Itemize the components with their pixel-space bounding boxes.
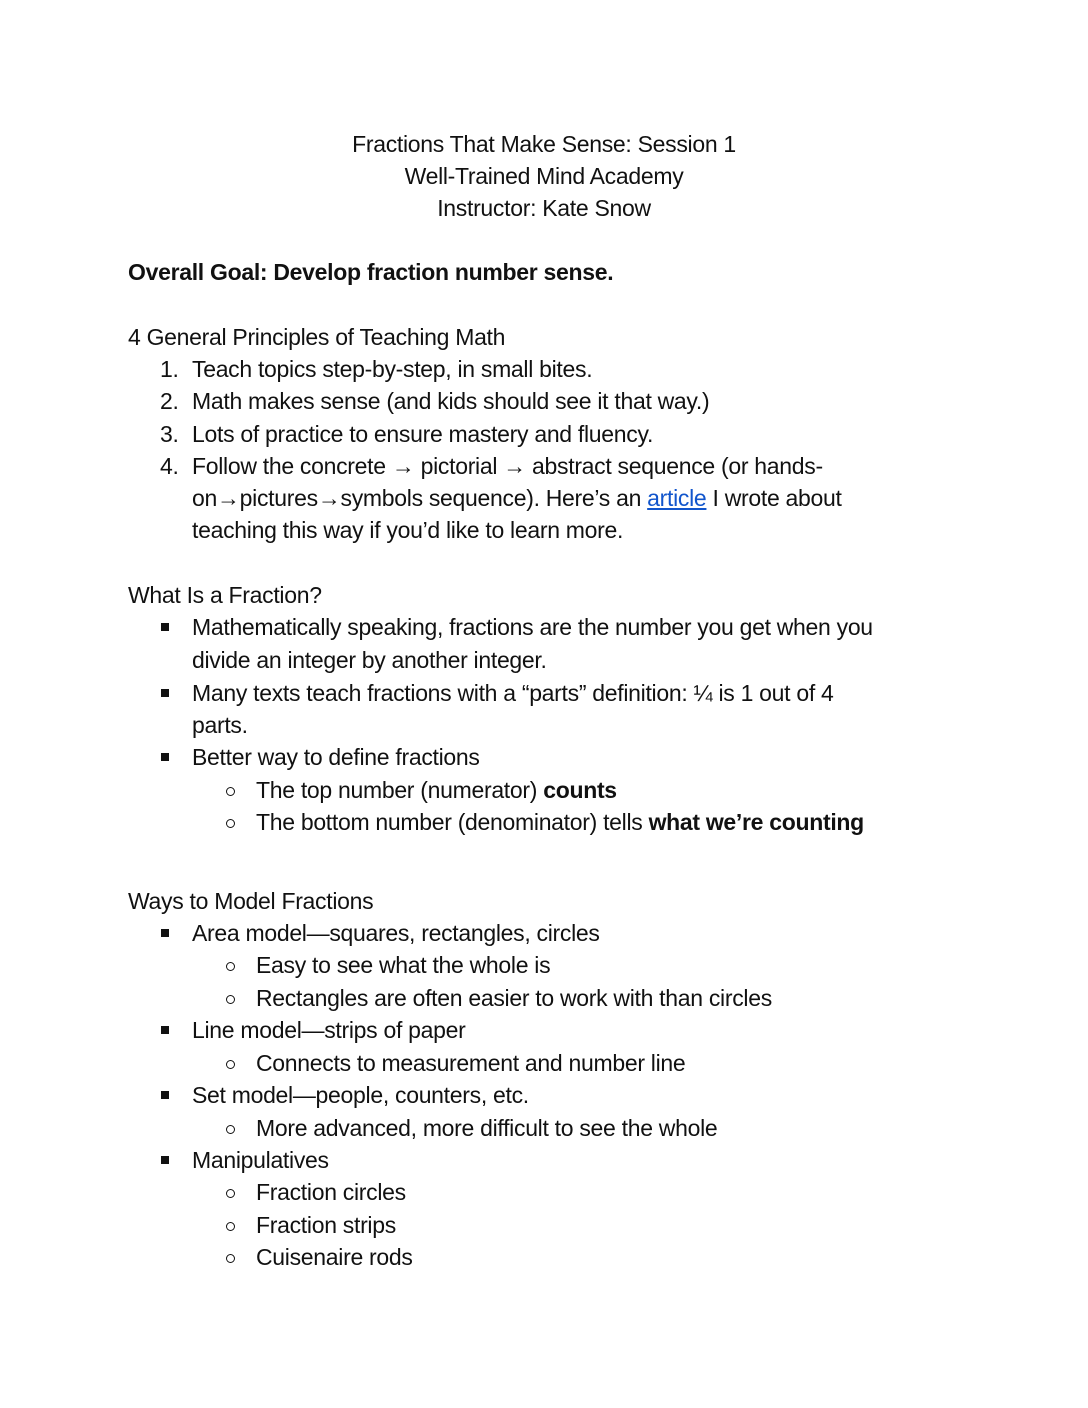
model-area-sub-1: Easy to see what the whole is [256,952,551,978]
principle-text: Teach topics step-by-step, in small bites. [192,356,593,382]
fraction-sub-2-bold: what we’re counting [648,809,864,835]
circle-bullet-icon [226,1189,235,1198]
model-area-sub-2: Rectangles are often easier to work with than circles [256,985,772,1011]
bullet-icon [161,1156,169,1164]
models-heading: Ways to Model Fractions [128,888,374,914]
model-line-sub-1: Connects to measurement and number line [256,1050,686,1076]
circle-bullet-icon [226,962,235,971]
fraction-sub-1-bold: counts [543,777,617,803]
manipulative-1: Fraction circles [256,1179,406,1205]
bullet-icon [161,623,169,631]
article-link[interactable]: article [647,485,707,511]
overall-goal: Overall Goal: Develop fraction number sense. [128,259,614,285]
principle-number: 3. [160,421,179,447]
principle-text-line1: Follow the concrete → pictorial → abstract sequence (or hands- [192,453,823,479]
model-area: Area model—squares, rectangles, circles [192,920,600,946]
model-set-sub-1: More advanced, more difficult to see the whole [256,1115,718,1141]
bullet-icon [161,1091,169,1099]
principle-text-line3: teaching this way if you’d like to learn more. [192,517,624,543]
circle-bullet-icon [226,995,235,1004]
fraction-bullet-1-line1: Mathematically speaking, fractions are the number you get when you [192,614,873,640]
principle-number: 1. [160,356,179,382]
principle-number: 4. [160,453,179,479]
fraction-bullet-1-line2: divide an integer by another integer. [192,647,547,673]
circle-bullet-icon [226,1125,235,1134]
manipulative-2: Fraction strips [256,1212,396,1238]
document-title: Fractions That Make Sense: Session 1 [352,131,736,157]
circle-bullet-icon [226,1254,235,1263]
model-line: Line model—strips of paper [192,1017,466,1043]
principle-text-pre: on→pictures→symbols sequence). Here’s an [192,485,648,511]
fraction-bullet-3: Better way to define fractions [192,744,480,770]
fraction-heading: What Is a Fraction? [128,582,322,608]
instructor-name: Instructor: Kate Snow [437,195,651,221]
principle-text-post: I wrote about [706,485,842,511]
academy-name: Well-Trained Mind Academy [404,163,684,189]
principle-number: 2. [160,388,179,414]
model-manipulatives: Manipulatives [192,1147,329,1173]
fraction-bullet-2-line2: parts. [192,712,248,738]
circle-bullet-icon [226,787,235,796]
model-set: Set model—people, counters, etc. [192,1082,529,1108]
principle-text: Lots of practice to ensure mastery and fluency. [192,421,654,447]
circle-bullet-icon [226,819,235,828]
principle-text-line2 [192,482,842,514]
fraction-sub-1-text: The top number (numerator) [256,777,544,803]
circle-bullet-icon [226,1060,235,1069]
fraction-bullet-2-line1: Many texts teach fractions with a “parts” definition: ¼ is 1 out of 4 [192,680,834,706]
bullet-icon [161,1026,169,1034]
fraction-sub-2-text: The bottom number (denominator) tells [256,809,649,835]
manipulative-3: Cuisenaire rods [256,1244,413,1270]
principle-text: Math makes sense (and kids should see it that way.) [192,388,710,414]
fraction-sub-1 [256,774,617,806]
bullet-icon [161,929,169,937]
bullet-icon [161,753,169,761]
circle-bullet-icon [226,1222,235,1231]
bullet-icon [161,689,169,697]
principles-heading: 4 General Principles of Teaching Math [128,324,506,350]
fraction-sub-2 [256,806,864,838]
